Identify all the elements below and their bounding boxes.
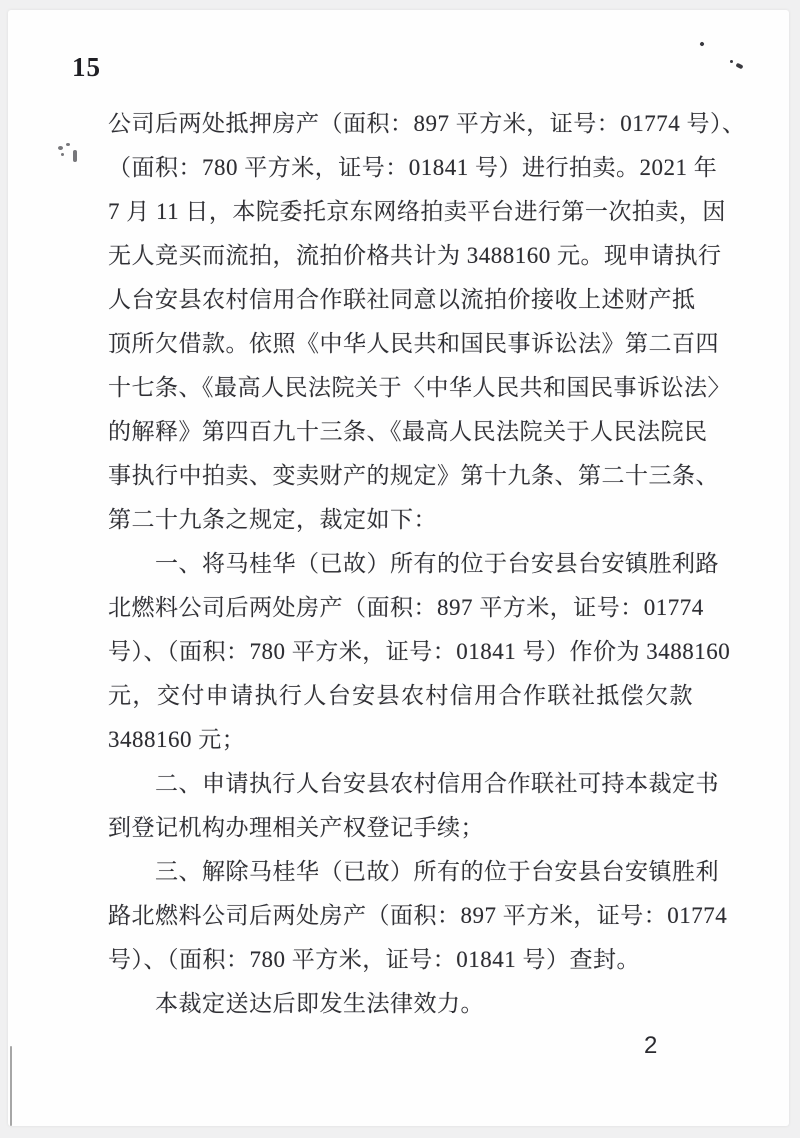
- text-line: 号）、（面积：780 平方米，证号：01841 号）作价为 3488160: [108, 639, 731, 664]
- text-line: 第二十九条之规定，裁定如下：: [108, 507, 437, 532]
- text-line: 的解释》第四百九十三条、《最高人民法院关于人民法院民: [108, 419, 708, 444]
- text-line: 二、申请执行人台安县农村信用合作联社可持本裁定书: [155, 771, 719, 796]
- text-line: 顶所欠借款。依照《中华人民共和国民事诉讼法》第二百四: [108, 331, 719, 356]
- text-line: 一、将马桂华（已故）所有的位于台安县台安镇胜利路: [155, 551, 719, 576]
- text-line: （面积：780 平方米，证号：01841 号）进行拍卖。2021 年: [108, 155, 718, 180]
- text-line: 无人竞买而流拍，流拍价格共计为 3488160 元。现申请执行: [108, 243, 722, 268]
- ink-smudge: [56, 142, 90, 168]
- text-line: 7 月 11 日，本院委托京东网络拍卖平台进行第一次拍卖，因: [108, 199, 726, 224]
- scan-speck: [730, 60, 733, 63]
- text-line: 人台安县农村信用合作联社同意以流拍价接收上述财产抵: [108, 287, 696, 312]
- margin-number: 15: [72, 52, 101, 82]
- text-block: [108, 102, 746, 1026]
- text-line: 北燃料公司后两处房产（面积：897 平方米，证号：01774: [108, 595, 704, 620]
- page-edge-shadow: [10, 1046, 12, 1126]
- text-line: 十七条、《最高人民法院关于〈中华人民共和国民事诉讼法〉: [108, 375, 731, 400]
- text-line: 本裁定送达后即发生法律效力。: [155, 991, 484, 1016]
- text-line: 事执行中拍卖、变卖财产的规定》第十九条、第二十三条、: [108, 463, 719, 488]
- text-line: 三、解除马桂华（已故）所有的位于台安县台安镇胜利: [155, 859, 719, 884]
- text-line: 公司后两处抵押房产（面积：897 平方米，证号：01774 号）、: [108, 111, 746, 136]
- text-line: 元，交付申请执行人台安县农村信用合作联社抵偿欠款: [108, 683, 693, 708]
- text-line: 路北燃料公司后两处房产（面积：897 平方米，证号：01774: [108, 903, 728, 928]
- page-number: 2: [644, 1032, 658, 1059]
- text-line: 3488160 元；: [108, 727, 246, 752]
- text-line: 到登记机构办理相关产权登记手续；: [108, 815, 484, 840]
- text-line: 号）、（面积：780 平方米，证号：01841 号）查封。: [108, 947, 640, 972]
